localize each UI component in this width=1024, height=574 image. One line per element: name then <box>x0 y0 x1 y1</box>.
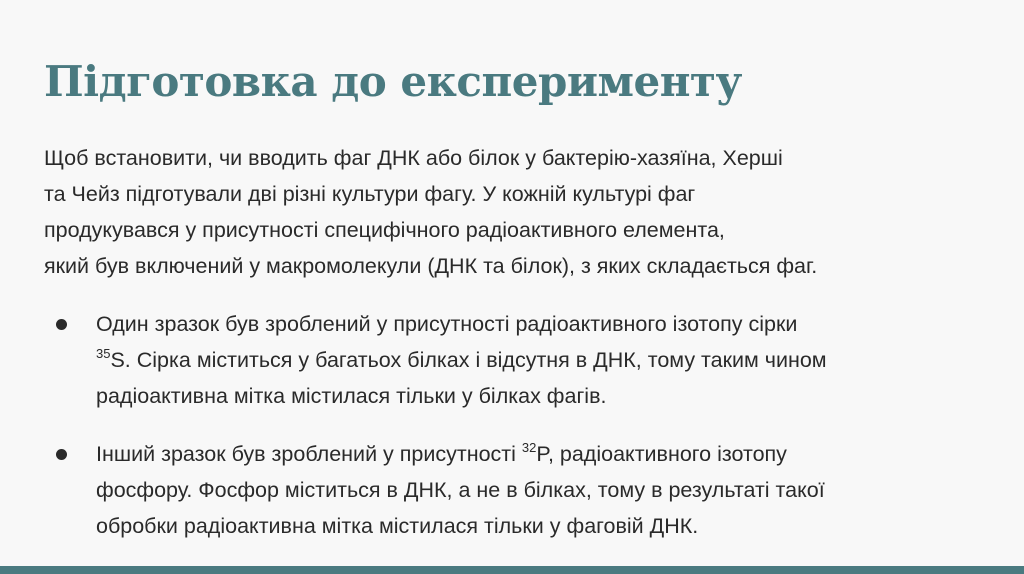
bullet-dot-icon <box>56 319 67 330</box>
bullet-list <box>44 306 1004 566</box>
bullet-dot-icon <box>56 449 67 460</box>
bullet-line: фосфору. Фосфор міститься в ДНК, а не в білках, тому в результаті такої <box>96 478 825 502</box>
bullet-item-sulfur <box>44 306 1004 414</box>
bullet-line: обробки радіоактивна мітка містилася тільки у фаговій ДНК. <box>96 514 699 538</box>
bullet-line-text: Інший зразок був зроблений у присутності <box>96 442 522 466</box>
bullet-line-text: S. Сірка міститься у багатьох білках і відсутня в ДНК, тому таким чином <box>110 348 827 372</box>
bullet-line-text: P, радіоактивного ізотопу <box>536 442 787 466</box>
bullet-line: радіоактивна мітка містилася тільки у білках фагів. <box>96 384 607 408</box>
isotope-superscript: 35 <box>96 345 111 361</box>
intro-line: продукувався у присутності специфічного радіоактивного елемента, <box>44 218 725 242</box>
intro-line: Щоб встановити, чи вводить фаг ДНК або білок у бактерію-хазяїна, Херші <box>44 146 783 170</box>
intro-line: та Чейз підготували дві різні культури фагу. У кожній культурі фаг <box>44 182 696 206</box>
isotope-superscript: 32 <box>521 439 537 455</box>
bullet-line: Один зразок був зроблений у присутності радіоактивного ізотопу сірки <box>96 312 798 336</box>
bullet-line <box>96 436 1004 472</box>
slide-title: Підготовка до експерименту <box>44 57 742 106</box>
intro-line: який був включений у макромолекули (ДНК та білок), з яких складається фаг. <box>44 254 818 278</box>
intro-paragraph <box>44 140 1004 284</box>
bullet-line <box>96 342 1004 378</box>
footer-bar <box>0 566 1024 574</box>
bullet-item-phosphorus <box>44 436 1004 544</box>
